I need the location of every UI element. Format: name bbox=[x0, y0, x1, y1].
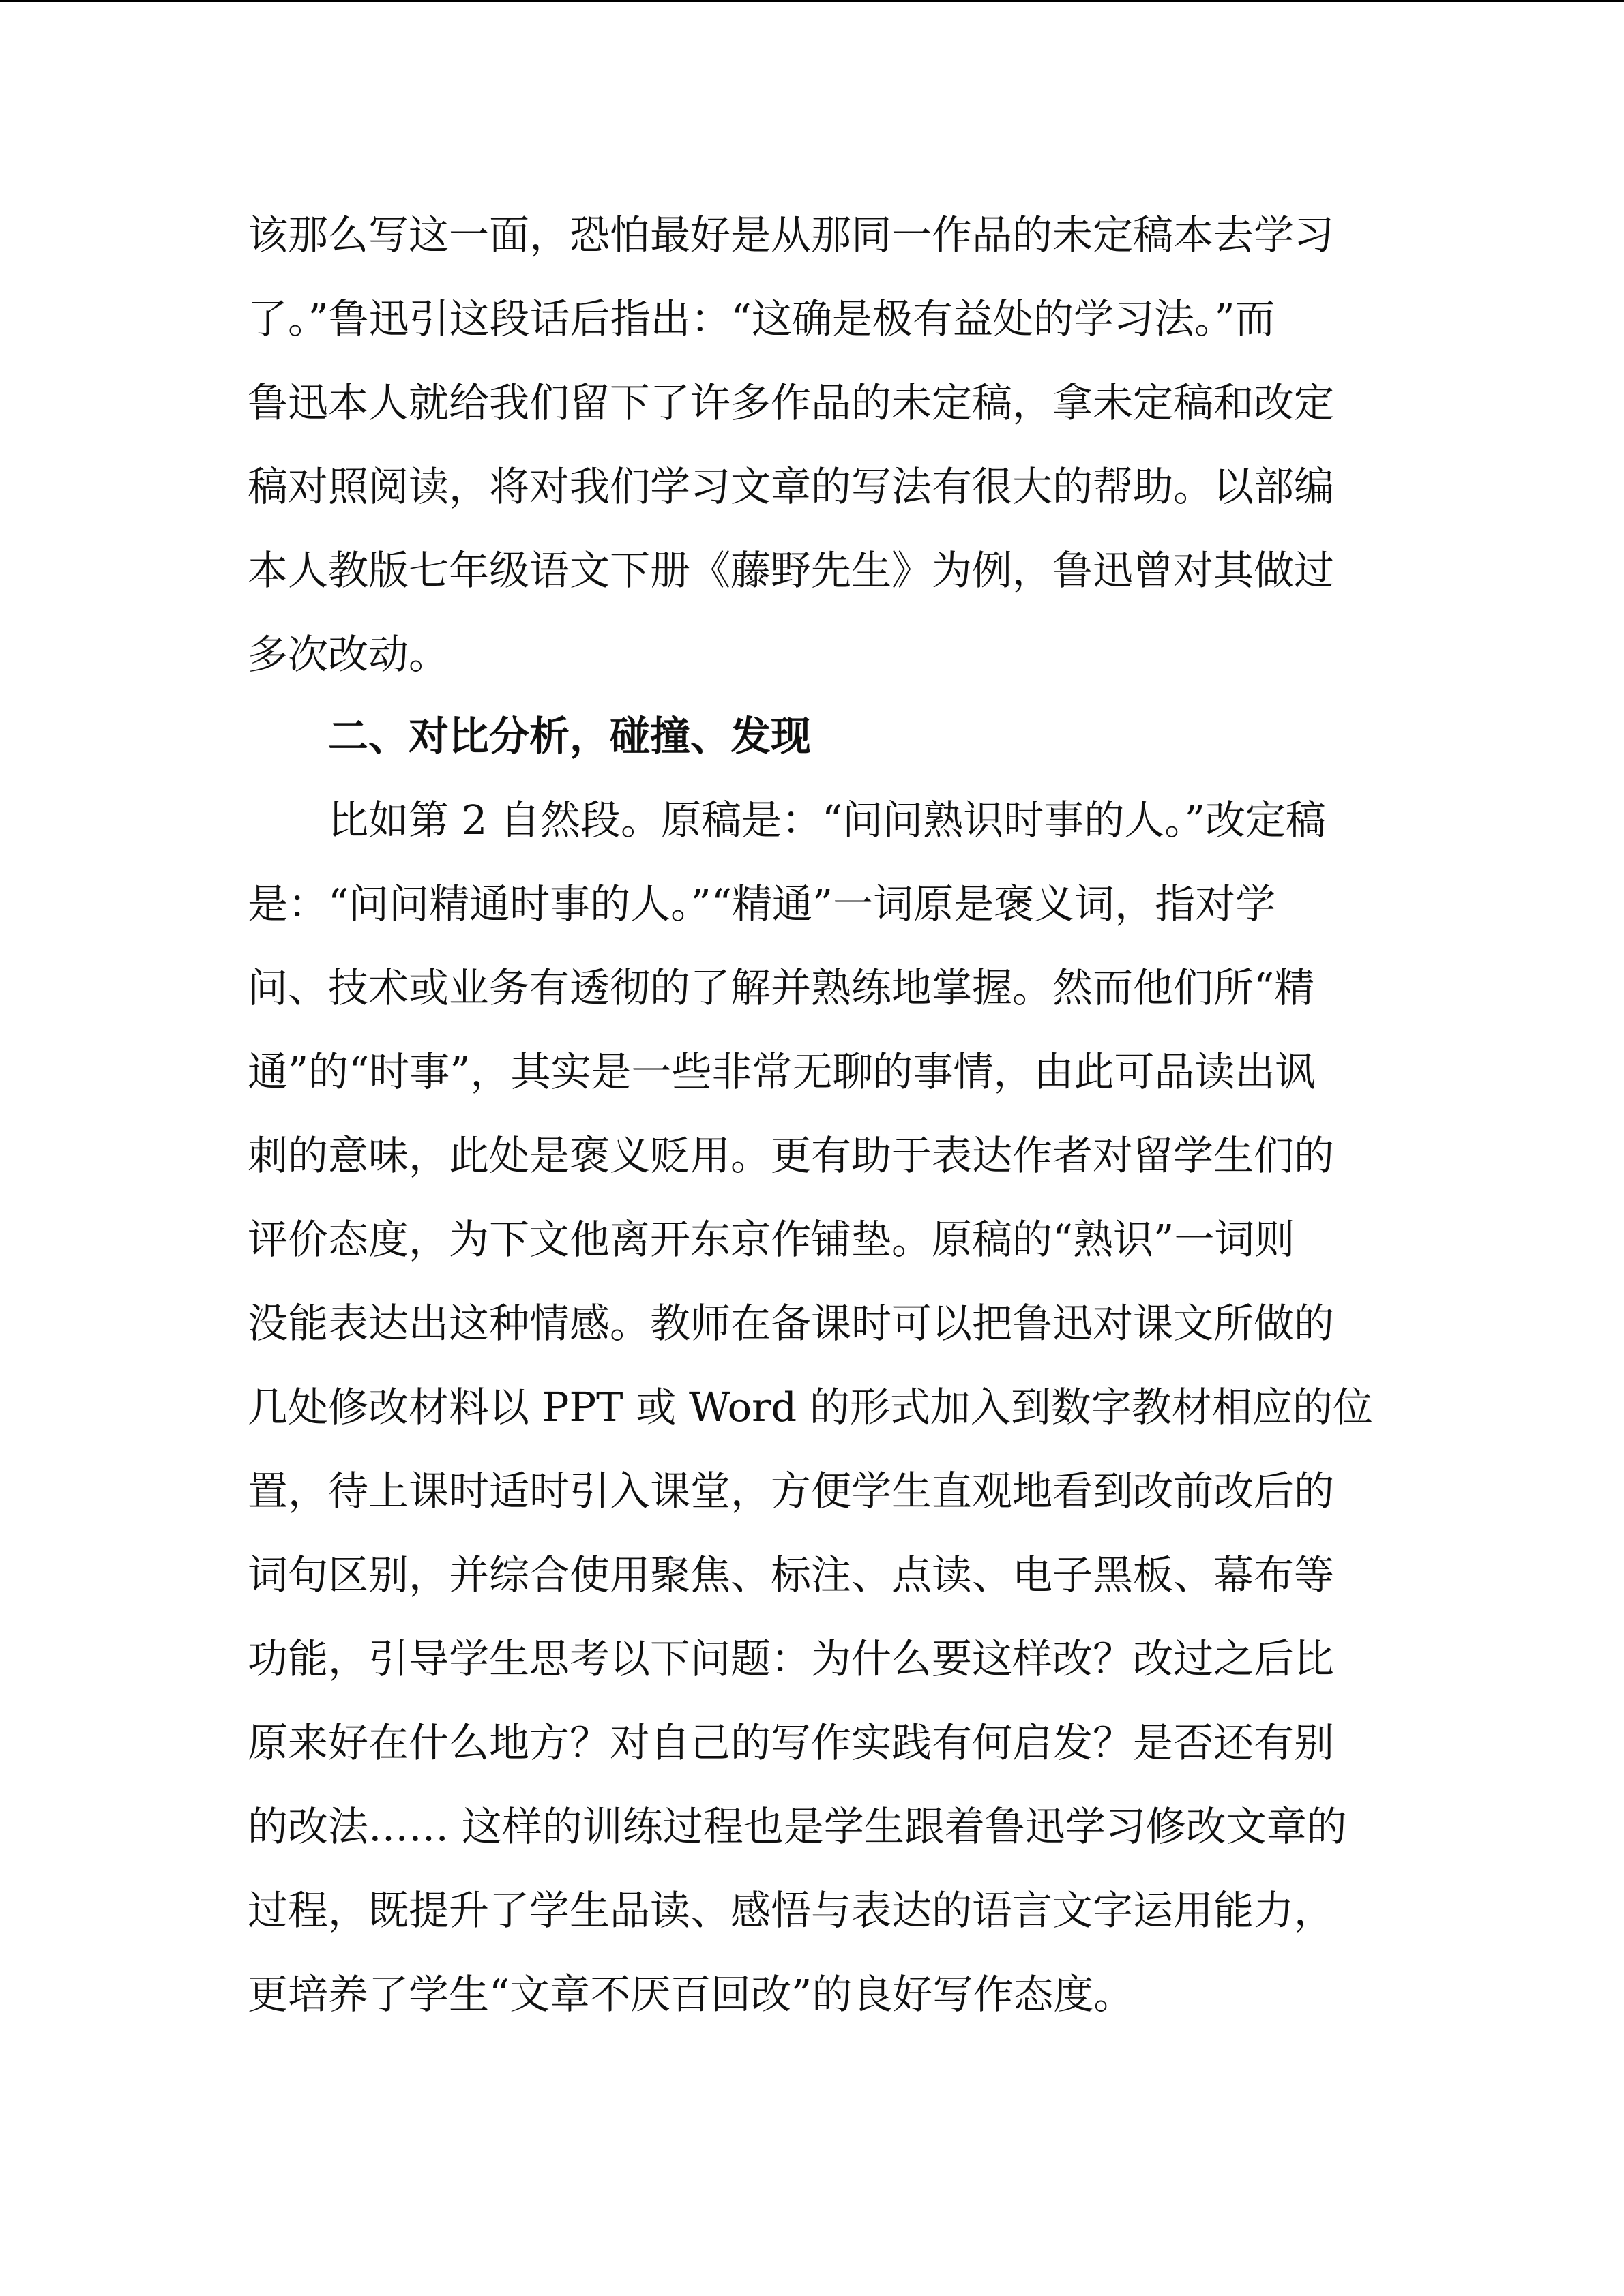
text-line: 鲁迅本人就给我们留下了许多作品的未定稿，拿未定稿和改定 bbox=[248, 379, 1335, 426]
text-line: 比如第 2 自然段。原稿是：“问问熟识时事的人。”改定稿 bbox=[328, 796, 1326, 844]
text-line: 过程，既提升了学生品读、感悟与表达的语言文字运用能力， bbox=[248, 1887, 1335, 1934]
text-line: 刺的意味，此处是褒义贬用。更有助于表达作者对留学生们的 bbox=[248, 1132, 1335, 1179]
text-line: 问、技术或业务有透彻的了解并熟练地掌握。然而他们所“精 bbox=[248, 964, 1315, 1011]
text-line: 更培养了学生“文章不厌百回改”的良好写作态度。 bbox=[248, 1971, 1134, 2018]
text-line: 是：“问问精通时事的人。”“精通”一词原是褒义词，指对学 bbox=[248, 880, 1276, 927]
text-line: 稿对照阅读，将对我们学习文章的写法有很大的帮助。以部编 bbox=[248, 463, 1335, 510]
text-line: 词句区别，并综合使用聚焦、标注、点读、电子黑板、幕布等 bbox=[248, 1551, 1335, 1598]
text-line: 功能，引导学生思考以下问题：为什么要这样改？改过之后比 bbox=[248, 1635, 1335, 1682]
section-heading: 二、对比分析，碰撞、发现 bbox=[328, 713, 812, 760]
text-line: 该那么写这一面，恐怕最好是从那同一作品的未定稿本去学习 bbox=[248, 211, 1335, 258]
text-line: 置，待上课时适时引入课堂，方便学生直观地看到改前改后的 bbox=[248, 1467, 1335, 1515]
text-line: 本人教版七年级语文下册《藤野先生》为例，鲁迅曾对其做过 bbox=[248, 547, 1335, 594]
text-line: 多次改动。 bbox=[248, 631, 449, 678]
text-line: 评价态度，为下文他离开东京作铺垫。原稿的“熟识”一词则 bbox=[248, 1216, 1295, 1263]
text-line: 原来好在什么地方？对自己的写作实践有何启发？是否还有别 bbox=[248, 1719, 1335, 1766]
text-line: 几处修改材料以 PPT 或 Word 的形式加入到数字教材相应的位 bbox=[248, 1384, 1373, 1431]
text-line: 的改法…… 这样的训练过程也是学生跟着鲁迅学习修改文章的 bbox=[248, 1803, 1347, 1850]
text-line: 了。”鲁迅引这段话后指出：“这确是极有益处的学习法。”而 bbox=[248, 295, 1275, 342]
text-line: 没能表达出这种情感。教师在备课时可以把鲁迅对课文所做的 bbox=[248, 1300, 1335, 1347]
text-line: 通”的“时事”，其实是一些非常无聊的事情，由此可品读出讽 bbox=[248, 1048, 1316, 1095]
